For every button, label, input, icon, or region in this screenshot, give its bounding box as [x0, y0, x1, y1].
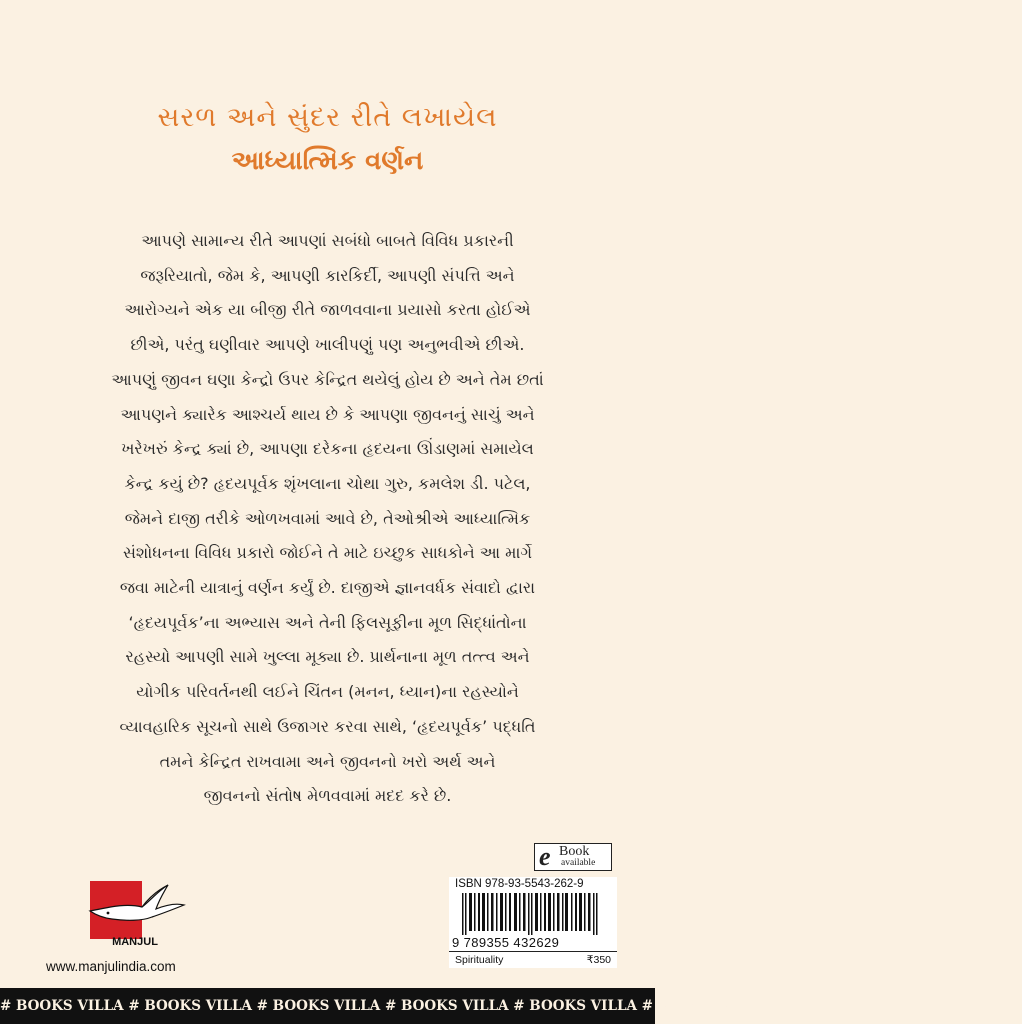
blurb-line: રહસ્યો આપણી સામે ખુલ્લા મૂક્યા છે. પ્રાર્થનાના મૂળ તત્ત્વ અને [125, 647, 530, 667]
blurb-text [60, 224, 595, 814]
blurb-line: છીએ, પરંતુ ઘણીવાર આપણે ખાલીપણું પણ અનુભવીએ છીએ. [130, 335, 525, 355]
footer-text: # BOOKS VILLA # BOOKS VILLA # BOOKS VILLA # BOOKS VILLA # BOOKS VILLA # BOOKS VILLA # BOOKS VILLA # BOOKS VILLA [0, 998, 1022, 1014]
blurb-line: વ્યાવહારિક સૂચનો સાથે ઉજાગર કરવા સાથે, ‘હૃદયપૂર્વક’ પદ્ધતિ [119, 716, 536, 736]
blurb-line: સંશોધનના વિવિધ પ્રકારો જોઈને તે માટે ઇચ્છુક સાધકોને આ માર્ગે [122, 543, 533, 563]
heading [0, 96, 655, 182]
blurb-line: તમને કેન્દ્રિત રાખવામા અને જીવનનો ખરો અર્થ અને [159, 751, 496, 771]
manjul-logo [86, 881, 186, 943]
publisher-website: www.manjulindia.com [46, 959, 176, 974]
barcode-number: 9 789355 432629 [452, 935, 560, 950]
blurb-line: ખરેખરું કેન્દ્ર ક્યાં છે, આપણા દરેકના હૃદયના ઊંડાણમાં સમાયેલ [121, 439, 534, 459]
blurb-line: ‘હૃદયપૂર્વક’ના અભ્યાસ અને તેની ફિલસૂફીના મૂળ સિદ્ધાંતોના [128, 612, 527, 632]
ebook-letter: e [539, 842, 551, 871]
ebook-note: available [561, 858, 596, 868]
blurb-line: આપણું જીવન ઘણા કેન્દ્રો ઉપર કેન્દ્રિત થયેલું હોય છે અને તેમ છતાં [111, 369, 544, 389]
barcode-icon [452, 893, 612, 935]
blurb-line: આરોગ્યને એક યા બીજી રીતે જાળવવાના પ્રયાસો કરતા હોઈએ [124, 300, 531, 320]
footer-banner [0, 988, 1022, 1024]
price-label: ₹350 [586, 954, 611, 966]
subject-label: Spirituality [455, 954, 504, 966]
blurb-line: આપણે સામાન્ય રીતે આપણાં સબંધો બાબતે વિવિધ પ્રકારની [141, 231, 514, 250]
blurb-line: જીવનનો સંતોષ મેળવવામાં મદદ કરે છે. [203, 786, 452, 806]
heading-line-1: સરળ અને સુંદર રીતે લખાયેલ [157, 102, 498, 133]
bird-logo-icon [86, 881, 186, 941]
blurb-line: કેન્દ્ર કયું છે? હૃદયપૂર્વક શૃંખલાના ચોથા ગુરુ, કમલેશ ડી. પટેલ, [124, 473, 531, 493]
blurb-line: જેમને દાજી તરીકે ઓળખવામાં આવે છે, તેઓશ્રીએ આધ્યાત્મિક [124, 508, 531, 528]
heading-line-2: આધ્યાત્મિક વર્ણન [231, 146, 424, 176]
blurb-line: જરૂરિયાતો, જેમ કે, આપણી કારકિર્દી, આપણી સંપત્તિ અને [140, 265, 515, 285]
blurb-line: જવા માટેની યાત્રાનું વર્ણન કર્યું છે. દાજીએ જ્ઞાનવર્ધક સંવાદો દ્વારા [119, 578, 536, 598]
blurb-line: યોગીક પરિવર્તનથી લઈને ચિંતન (મનન, ધ્યાન)ના રહસ્યોને [136, 682, 519, 702]
publisher-logo-text: MANJUL [112, 936, 158, 948]
blurb-line: આપણને ક્યારેક આશ્ચર્ય થાય છે કે આપણા જીવનનું સાચું અને [120, 404, 535, 424]
ebook-word: Book [559, 844, 590, 859]
subject-price-row [449, 951, 617, 968]
isbn-text: ISBN 978-93-5543-262-9 [455, 878, 584, 890]
ebook-badge [534, 843, 612, 871]
